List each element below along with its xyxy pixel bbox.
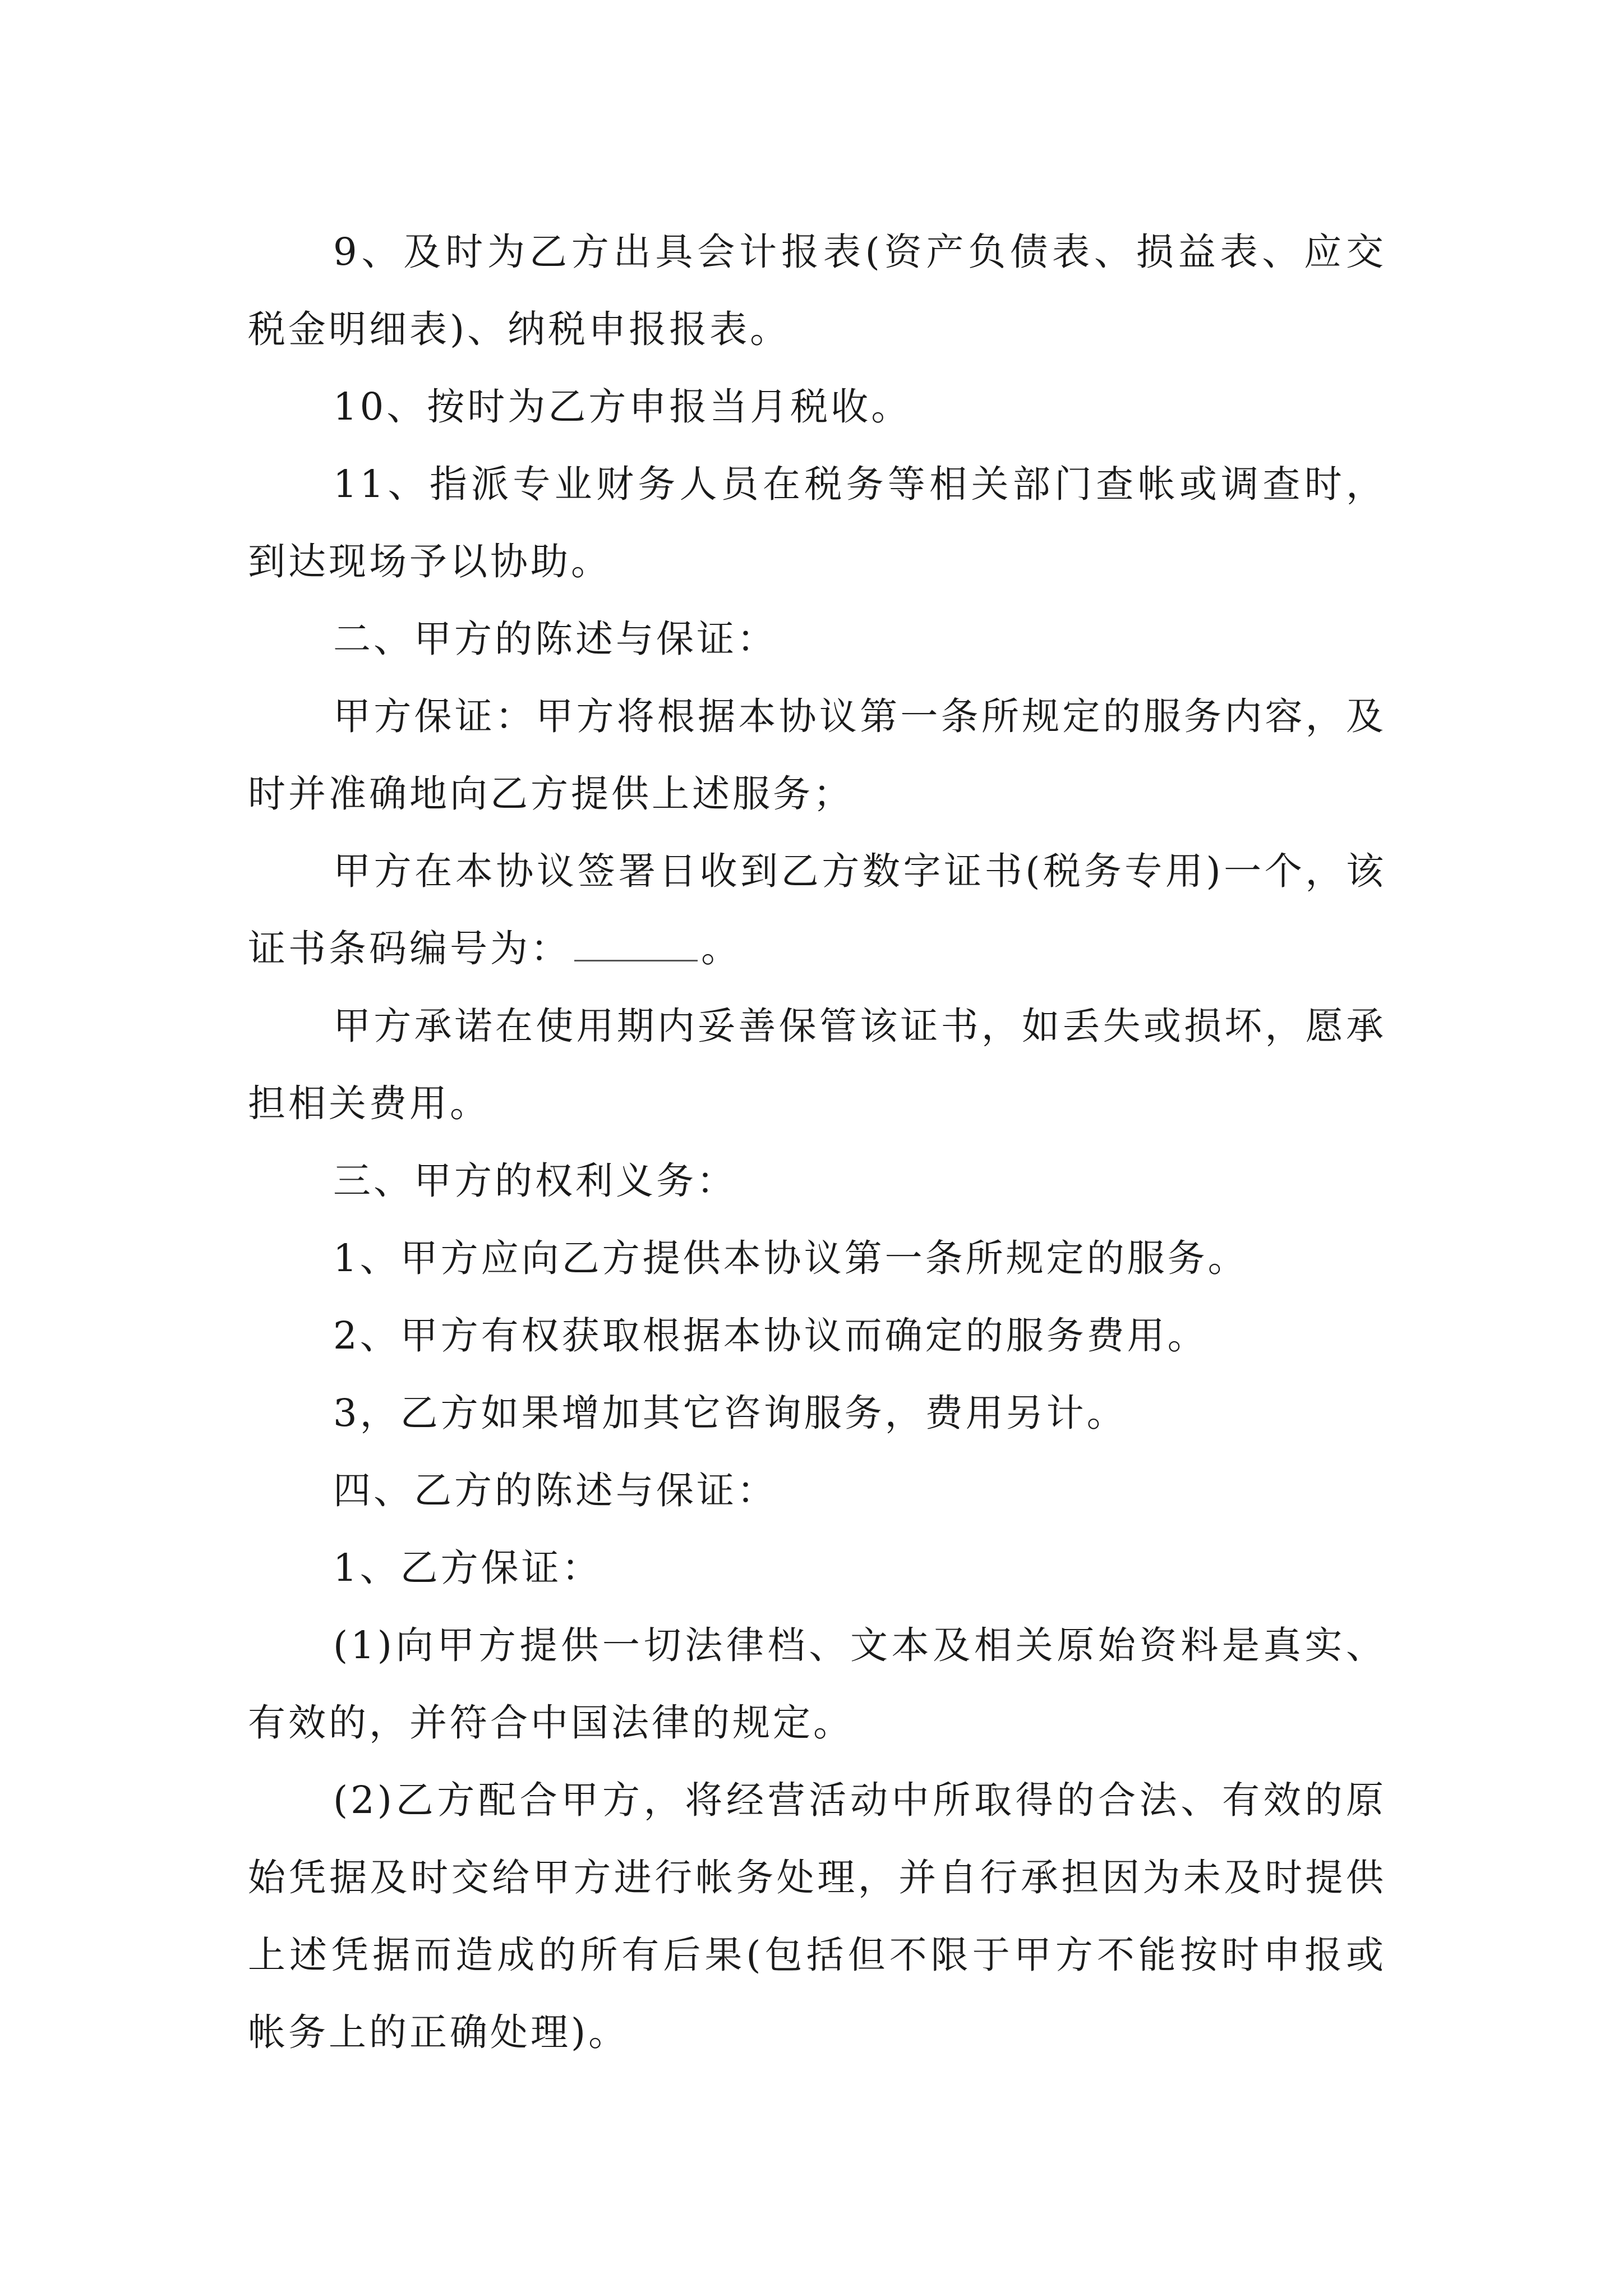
clause-9: 9、及时为乙方出具会计报表(资产负债表、损益表、应交税金明细表)、纳税申报报表。	[248, 230, 1386, 351]
certificate-custody: 甲方承诺在使用期内妥善保管该证书，如丢失或损坏，愿承担相关费用。	[248, 1004, 1386, 1125]
right-2: 2、甲方有权获取根据本协议而确定的服务费用。	[333, 1314, 1208, 1358]
party-b-guarantee-2: (2)乙方配合甲方，将经营活动中所取得的合法、有效的原始凭据及时交给甲方进行帐务处理，并自行承担因为未及时提供上述凭据而造成的所有后果(包括但不限于甲方不能按时申报或帐务上的正确处理)。	[248, 1778, 1386, 2054]
party-b-guarantee-1: (1)向甲方提供一切法律档、文本及相关原始资料是真实、有效的，并符合中国法律的规定。	[248, 1623, 1386, 1745]
section-heading-3: 三、甲方的权利义务：	[333, 1159, 737, 1203]
certificate-receipt-end: 。	[701, 927, 741, 970]
barcode-number-blank	[574, 931, 698, 961]
right-3: 3，乙方如果增加其它咨询服务，费用另计。	[333, 1391, 1127, 1435]
document-body	[248, 213, 1386, 2071]
clause-10: 10、按时为乙方申报当月税收。	[333, 385, 912, 429]
section-heading-4: 四、乙方的陈述与保证：	[333, 1469, 777, 1512]
party-b-guarantee-heading: 1、乙方保证：	[333, 1546, 602, 1590]
clause-11: 11、指派专业财务人员在税务等相关部门查帐或调查时，到达现场予以协助。	[248, 462, 1386, 583]
certificate-receipt	[248, 832, 1386, 987]
section-heading-2: 二、甲方的陈述与保证：	[333, 617, 777, 661]
right-1: 1、甲方应向乙方提供本协议第一条所规定的服务。	[333, 1236, 1248, 1280]
party-a-guarantee: 甲方保证：甲方将根据本协议第一条所规定的服务内容，及时并准确地向乙方提供上述服务；	[248, 694, 1386, 816]
certificate-receipt-text: 甲方在本协议签署日收到乙方数字证书(税务专用)一个，该证书条码编号为：	[248, 849, 1386, 970]
